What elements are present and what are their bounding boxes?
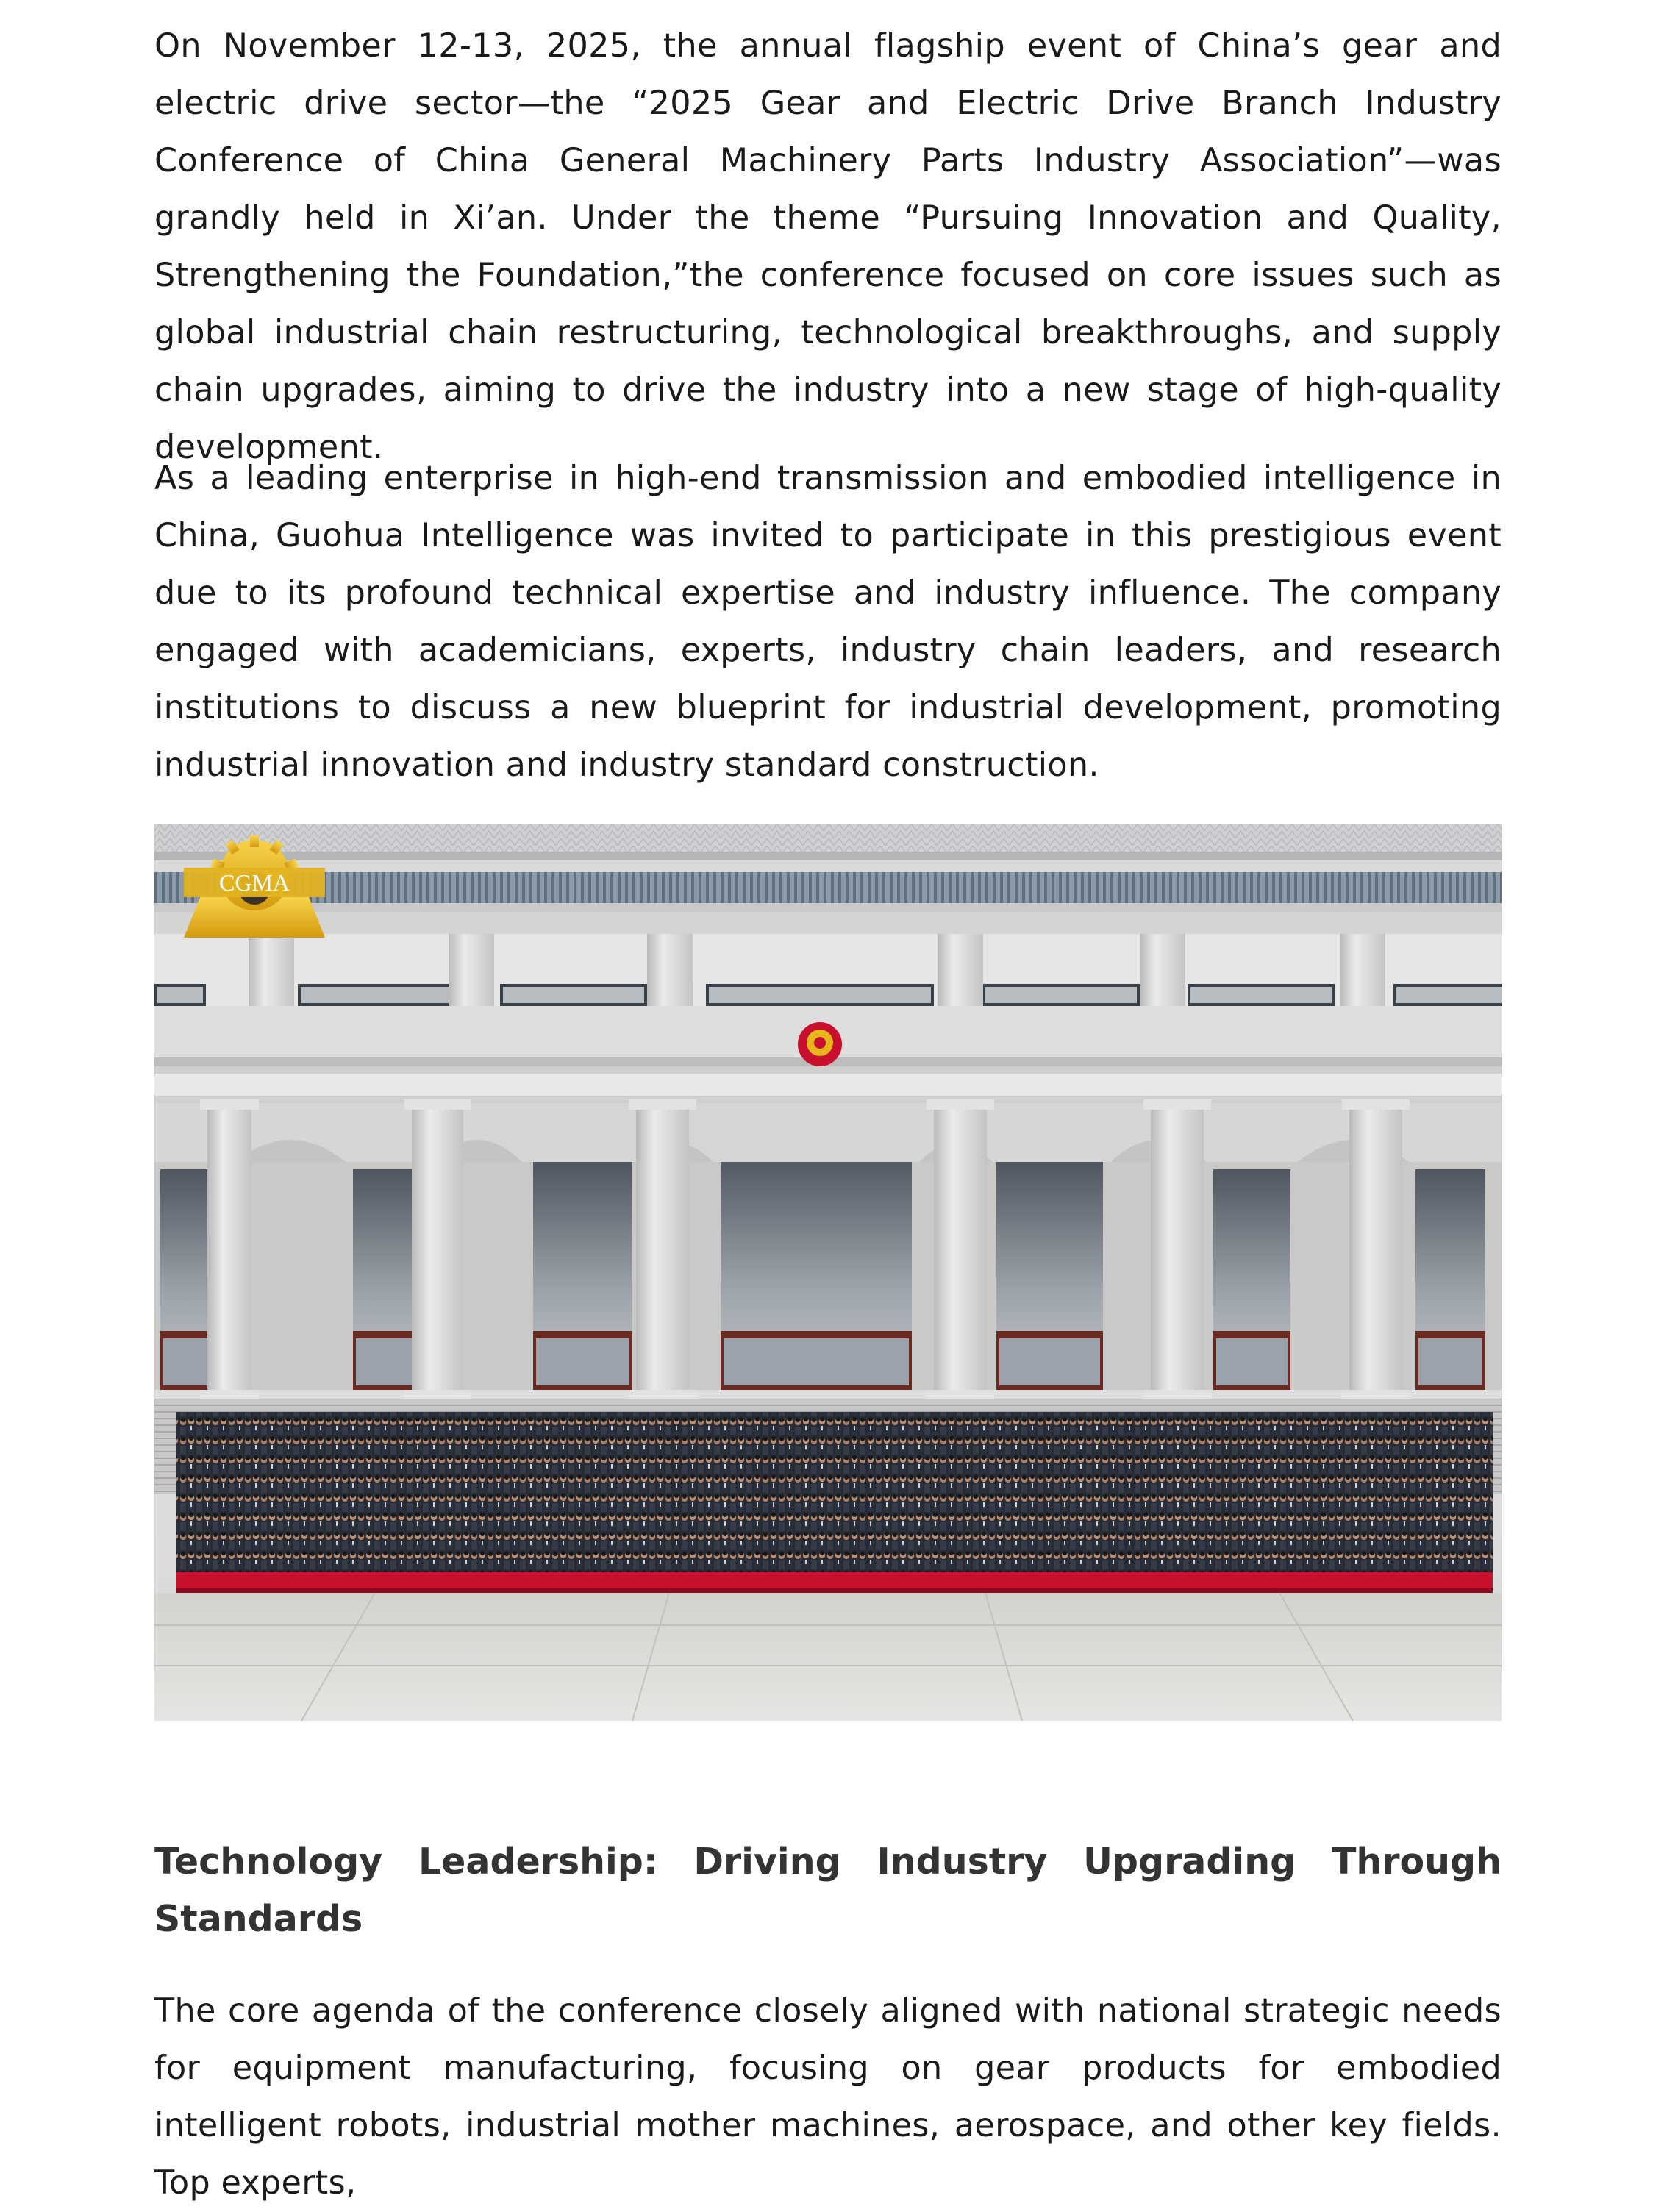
group-photo [154, 824, 1502, 1721]
company-paragraph: As a leading enterprise in high-end transmission and embodied intelligence in China, Guohua Intelligence was invited to participate in this prestigious event due to its profound technical expertise and industry influence. The company engaged with academicians, experts, industry chain leaders, and research institutions to discuss a new blueprint for industrial development, promoting industrial innovation and industry standard construction. [154, 460, 1502, 784]
agenda-paragraph: The core agenda of the conference closely aligned with national strategic needs for equipment manufacturing, focusing on gear products for embodied intelligent robots, industrial mother machines, aerospace, and other key fields. Top experts, [154, 1992, 1502, 2202]
section-heading: Technology Leadership: Driving Industry Upgrading Through Standards [154, 1841, 1502, 1940]
cgma-logo-text: CGMA [218, 869, 290, 896]
intro-paragraph: On November 12-13, 2025, the annual flagship event of China’s gear and electric drive sector—the “2025 Gear and Electric Drive Branch Industry Conference of China General Machinery Parts Industry Association”—was grandly held in Xi’an. Under the theme “Pursuing Innovation and Quality, Strengthening the Foundation,”the conference focused on core issues such as global industrial chain restructuring, technological breakthroughs, and supply chain upgrades, aiming to drive the industry into a new stage of high-quality development. [154, 27, 1502, 466]
